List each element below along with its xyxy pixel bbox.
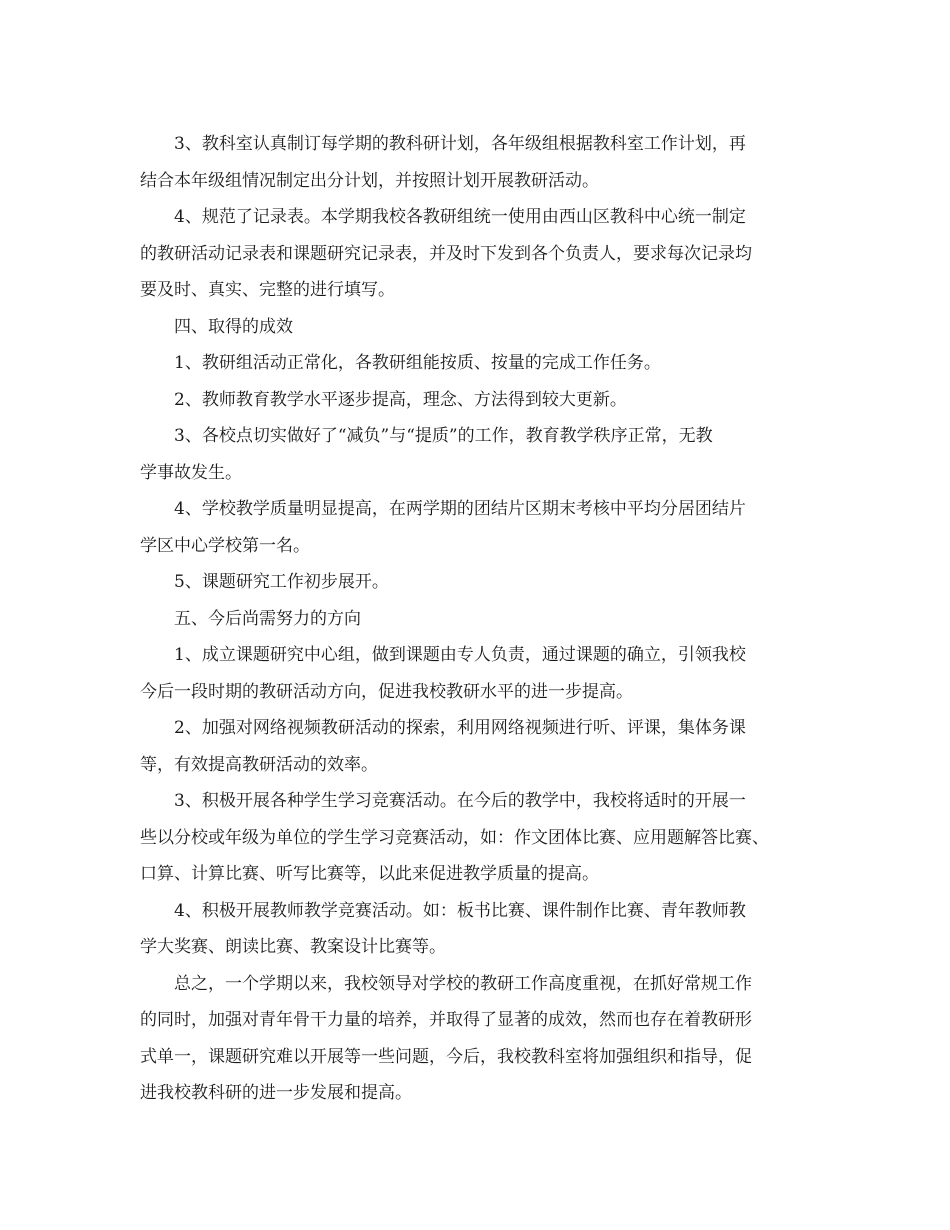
text-line: 口算、计算比赛、听写比赛等，以此来促进教学质量的提高。 (140, 864, 599, 884)
text-line: 学区中心学校第一名。 (140, 535, 310, 556)
text-line: 些以分校或年级为单位的学生学习竞赛活动，如：作文团体比赛、应用题解答比赛、 (140, 827, 769, 848)
text-line: 1、教研组活动正常化，各教研组能按质、按量的完成工作任务。 (174, 353, 661, 373)
text-line: 4、积极开展教师教学竞赛活动。如：板书比赛、课件制作比赛、青年教师教 (174, 900, 746, 921)
text-line: 等，有效提高教研活动的效率。 (140, 754, 378, 775)
text-line: 3、教科室认真制订每学期的教科研计划，各年级组根据教科室工作计划，再 (174, 134, 746, 154)
section-heading: 五、今后尚需努力的方向 (174, 608, 361, 629)
text-line: 4、学校教学质量明显提高，在两学期的团结片区期末考核中平均分居团结片 (174, 499, 746, 519)
document-body (140, 126, 830, 1112)
text-line: 2、教师教育教学水平逐步提高，理念、方法得到较大更新。 (174, 389, 627, 410)
text-line: 学事故发生。 (140, 462, 242, 483)
text-line: 4、规范了记录表。本学期我校各教研组统一使用由西山区教科中心统一制定 (174, 207, 746, 227)
text-line: 要及时、真实、完整的进行填写。 (140, 280, 395, 300)
text-line: 的同时，加强对青年骨干力量的培养，并取得了显著的成效，然而也存在着教研形 (140, 1010, 752, 1030)
text-line: 5、课题研究工作初步展开。 (174, 572, 389, 592)
text-line: 1、成立课题研究中心组，做到课题由专人负责，通过课题的确立，引领我校 (174, 645, 746, 665)
text-line: 式单一，课题研究难以开展等一些问题，今后，我校教科室将加强组织和指导，促 (140, 1046, 752, 1067)
text-line: 3、各校点切实做好了“减负”与“提质”的工作，教育教学秩序正常，无教 (174, 426, 713, 446)
text-line: 总之，一个学期以来，我校领导对学校的教研工作高度重视，在抓好常规工作 (174, 973, 752, 994)
text-line: 3、积极开展各种学生学习竞赛活动。在今后的教学中，我校将适时的开展一 (174, 791, 746, 811)
text-line: 结合本年级组情况制定出分计划，并按照计划开展教研活动。 (140, 170, 599, 191)
text-line: 学大奖赛、朗读比赛、教案设计比赛等。 (140, 937, 446, 957)
text-line: 2、加强对网络视频教研活动的探索，利用网络视频进行听、评课，集体务课 (174, 718, 746, 738)
text-line: 今后一段时期的教研活动方向，促进我校教研水平的进一步提高。 (140, 681, 633, 702)
section-heading: 四、取得的成效 (174, 316, 293, 337)
text-line: 的教研活动记录表和课题研究记录表，并及时下发到各个负责人，要求每次记录均 (140, 243, 752, 264)
text-line: 进我校教科研的进一步发展和提高。 (140, 1083, 412, 1103)
